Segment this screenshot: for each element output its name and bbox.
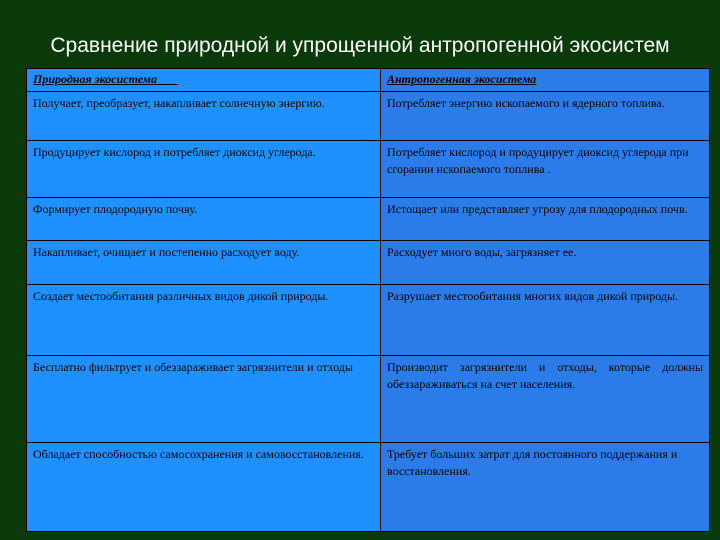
- table-row: [27, 241, 710, 285]
- table-row: [27, 285, 710, 356]
- natural-cell: Обладает способностью самосохранения и самовосстановления.: [27, 443, 381, 532]
- natural-cell: Накапливает, очищает и постепенно расходует воду.: [27, 241, 381, 285]
- natural-cell: Получает, преобразует, накапливает солнечную энергию.: [27, 92, 381, 141]
- table-row: [27, 356, 710, 443]
- anthropogenic-cell: Требует больших затрат для постоянного поддержания и восстановления.: [381, 443, 710, 532]
- anthropogenic-cell: Разрушает местообитания многих видов дикой природы.: [381, 285, 710, 356]
- natural-cell: Создает местообитания различных видов дикой природы.: [27, 285, 381, 356]
- table-row: [27, 198, 710, 241]
- comparison-table: [26, 68, 710, 532]
- table-row: [27, 443, 710, 532]
- header-natural-ecosystem: Природная экосистема: [27, 69, 381, 92]
- anthropogenic-cell: Производит загрязнители и отходы, которые должны обеззараживаться на счет населения.: [381, 356, 710, 443]
- anthropogenic-cell: Истощает или представляет угрозу для плодородных почв.: [381, 198, 710, 241]
- table-header-row: [27, 69, 710, 92]
- anthropogenic-cell: Расходует много воды, загрязняет ее.: [381, 241, 710, 285]
- table-row: [27, 141, 710, 198]
- natural-cell: Формирует плодородную почву.: [27, 198, 381, 241]
- natural-cell: Продуцирует кислород и потребляет диоксид углерода.: [27, 141, 381, 198]
- natural-cell: Бесплатно фильтрует и обеззараживает загрязнители и отходы: [27, 356, 381, 443]
- anthropogenic-cell: Потребляет кислород и продуцирует диоксид углерода при сгорании ископаемого топлива .: [381, 141, 710, 198]
- header-anthropogenic-ecosystem: Антропогенная экосистема: [381, 69, 710, 92]
- table-row: [27, 92, 710, 141]
- slide-title: Сравнение природной и упрощенной антропогенной экосистем: [50, 34, 670, 57]
- anthropogenic-cell: Потребляет энергию ископаемого и ядерного топлива.: [381, 92, 710, 141]
